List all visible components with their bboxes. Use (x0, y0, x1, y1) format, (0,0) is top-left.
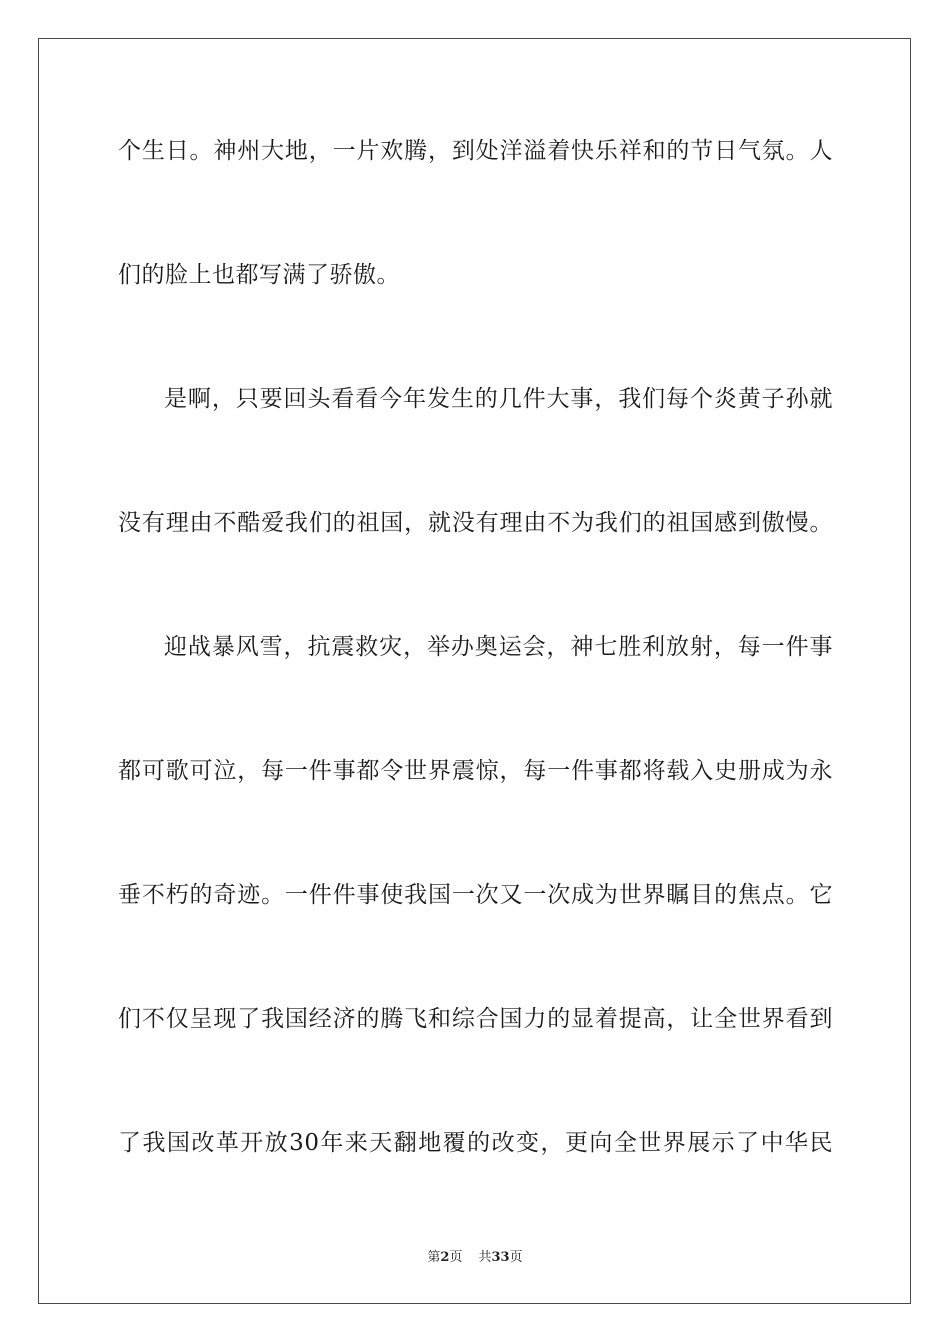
text-line-2: 们的脸上也都写满了骄傲。 (118, 262, 400, 288)
page-total-label: 共33页 (478, 1250, 523, 1265)
text-line-5: 迎战暴风雪，抗震救灾，举办奥运会，神七胜利放射，每一件事 (164, 634, 833, 660)
text-line-4: 没有理由不酷爱我们的祖国，就没有理由不为我们的祖国感到傲慢。 (118, 510, 833, 536)
text-line-1: 个生日。神州大地，一片欢腾，到处洋溢着快乐祥和的节日气氛。人 (118, 138, 833, 164)
page-number-label: 第2页 (427, 1250, 463, 1265)
page-footer (0, 1246, 950, 1265)
text-line-3: 是啊，只要回头看看今年发生的几件大事，我们每个炎黄子孙就 (164, 386, 833, 412)
text-line-8: 们不仅呈现了我国经济的腾飞和综合国力的显着提高，让全世界看到 (118, 1006, 833, 1032)
page-border (38, 38, 911, 1304)
text-line-6: 都可歌可泣，每一件事都令世界震惊，每一件事都将载入史册成为永 (118, 758, 833, 784)
text-line-7: 垂不朽的奇迹。一件件事使我国一次又一次成为世界瞩目的焦点。它 (118, 882, 833, 908)
text-line-9: 了我国改革开放30年来天翻地覆的改变，更向全世界展示了中华民 (118, 1130, 833, 1156)
